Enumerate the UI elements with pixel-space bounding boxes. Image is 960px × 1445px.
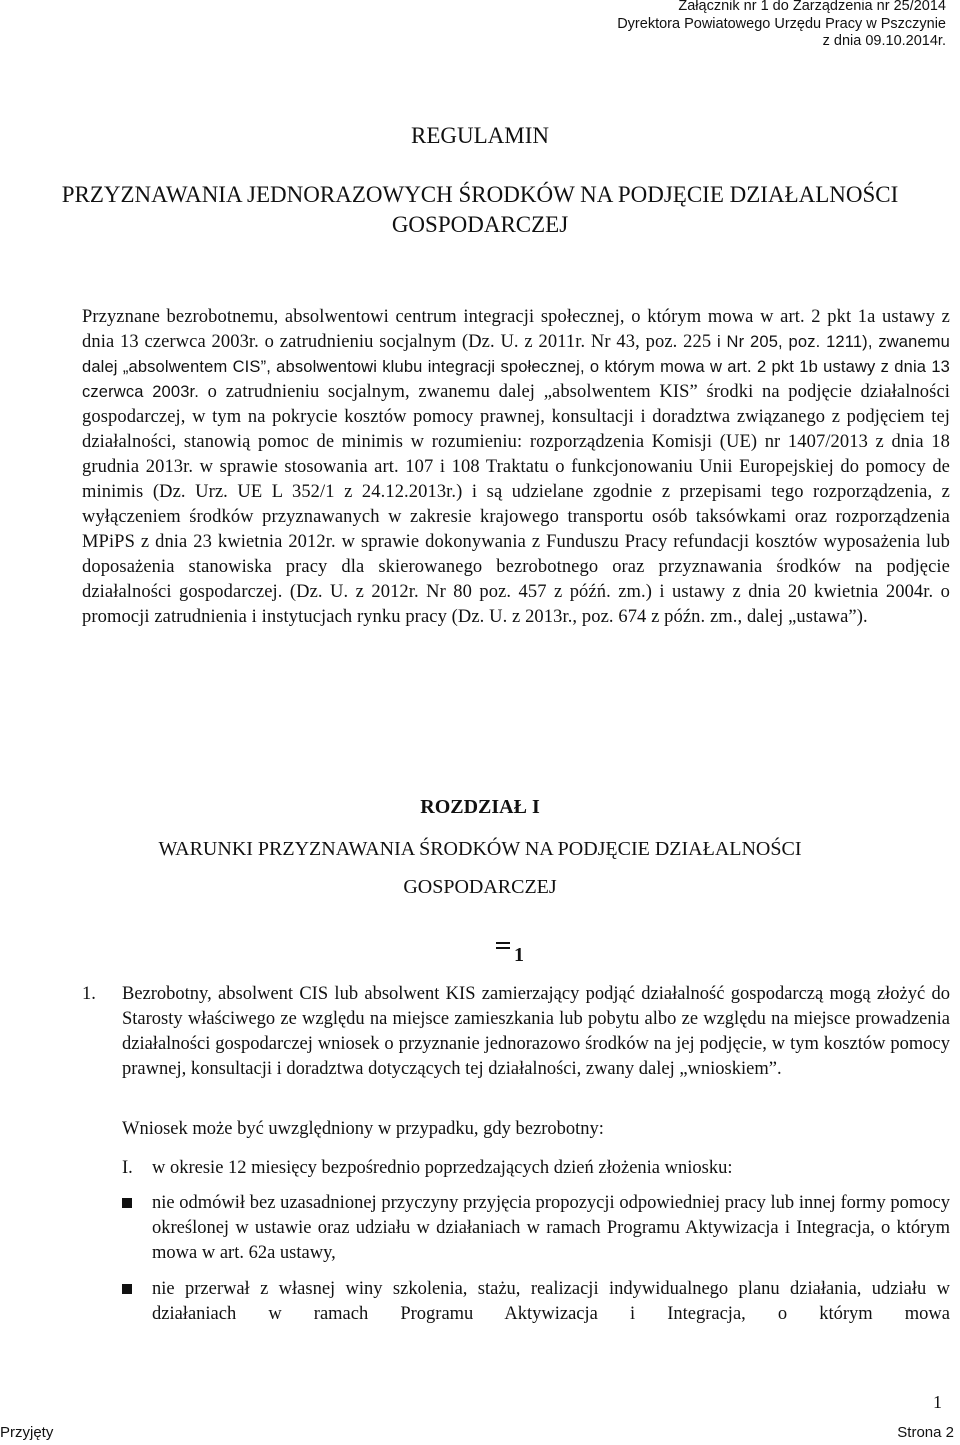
attachment-line-2: Dyrektora Powiatowego Urzędu Pracy w Pszczynie [617,15,946,32]
section-mark-bar-bottom [496,947,510,949]
intro-part-1: Przyznane bezrobotnemu, absolwentowi centrum integracji społecznej, o którym mowa w art. 2 pkt 1a ustawy z dnia 13 czerwca 2003r. o zatrudnieniu socjalnym (Dz. U. z 2011r. Nr 43, poz. 225 [82,307,950,352]
intro-paragraph [82,305,950,630]
document-subtitle: PRZYZNAWANIA JEDNORAZOWYCH ŚRODKÓW NA PODJĘCIE DZIAŁALNOŚCI GOSPODARCZEJ [61,182,899,237]
section-mark [496,938,524,966]
condition-intro: Wniosek może być uwzględniony w przypadku, gdy bezrobotny: [122,1119,604,1139]
attachment-line-1: Załącznik nr 1 do Zarządzenia nr 25/2014 [678,0,946,14]
footer-left-text: Przyjęty [0,1424,54,1441]
bullet-item-2: nie przerwał z własnej winy szkolenia, stażu, realizacji indywidualnego planu działania, udziału w działaniach w ramach Programu Aktywizacja i Integracja, o którym mowa [152,1279,950,1324]
bullet-square-icon [122,1198,132,1208]
footer-page-label: Strona 2 [897,1424,954,1441]
page-number: 1 [933,1392,942,1412]
roman-text: w okresie 12 miesięcy bezpośrednio poprzedzających dzień złożenia wniosku: [152,1158,733,1178]
attachment-header [617,0,946,51]
chapter-number: ROZDZIAŁ I [420,796,540,818]
document-title: REGULAMIN [411,123,549,148]
intro-part-4: i są udzielane zgodnie z przepisami tego rozporządzenia, z wyłączeniem środków przyznawanych w zakresie krajowego transportu osób taksówkami oraz rozporządzenia MPiPS z dnia 23 kwietnia 2012r. w sprawie dokonywania z Funduszu Pracy refundacji kosztów wyposażenia lub doposażenia stanowiska pracy dla skierowanego bezrobotnego oraz przyznawania środków na podjęcie działalności gospodarczej. (Dz. U. z 2012r. Nr 80 poz. 457 z późń. zm.) i ustawy z dnia 20 kwietnia 2004r. o promocji zatrudnienia i instytucjach rynku pracy (Dz. U. z 2013r., poz. 674 z późn. zm., dalej „ustawa”). [82,482,950,627]
bullet-item-1: nie odmówił bez uzasadnionej przyczyny przyjęcia propozycji odpowiedniej pracy lub innej formy pomocy określonej w ustawie oraz udziału w działaniach w ramach Programu Aktywizacja i Integracja, o którym mowa w art. 62a ustawy, [152,1193,950,1263]
chapter-title: WARUNKI PRZYZNAWANIA ŚRODKÓW NA PODJĘCIE DZIAŁALNOŚCI GOSPODARCZEJ [158,838,802,898]
section-number: 1 [514,944,524,966]
intro-part-2: i Nr 205, poz. 1211), zwanemu dalej „absolwentem CIS”, absolwentowi klubu integracji społecznej, o którym mowa w art. 2 pkt 1b ustawy z dnia 13 czerwca 2003r. [82,333,951,401]
section-mark-bar-top [496,942,510,944]
bullet-square-icon [122,1284,132,1294]
roman-number: I. [122,1158,133,1178]
intro-part-3: o zatrudnieniu socjalnym, zwanemu dalej „absolwentem KIS” środki na podjęcie działalności gospodarczej, w tym na pokrycie kosztów pomocy prawnej, konsultacji i doradztwa związanego z podjęciem tej działalności, stanowią pomoc de minimis w rozumieniu: rozporządzenia Komisji (UE) nr 1407/2013 z dnia 18 grudnia 2013r. w sprawie stosowania art. 107 i 108 Traktatu o funkcjonowaniu Unii Europejskiej do pomocy de minimis (Dz. Urz. UE L 352/1 z 24.12.2013r.) [82,382,950,502]
point-1-number: 1. [82,984,96,1004]
point-1-text: Bezrobotny, absolwent CIS lub absolwent KIS zamierzający podjąć działalność gospodarczą mogą złożyć do Starosty właściwego ze względu na miejsce zamieszkania lub pobytu albo ze względu na miejsce prowadzenia działalności gospodarczej wniosek o przyznanie jednorazowo środków na jej podjęcie, w tym kosztów pomocy prawnej, konsultacji i doradztwa dotyczących tej działalności, zwany dalej „wnioskiem”. [122,984,950,1079]
attachment-line-3: z dnia 09.10.2014r. [822,33,946,49]
